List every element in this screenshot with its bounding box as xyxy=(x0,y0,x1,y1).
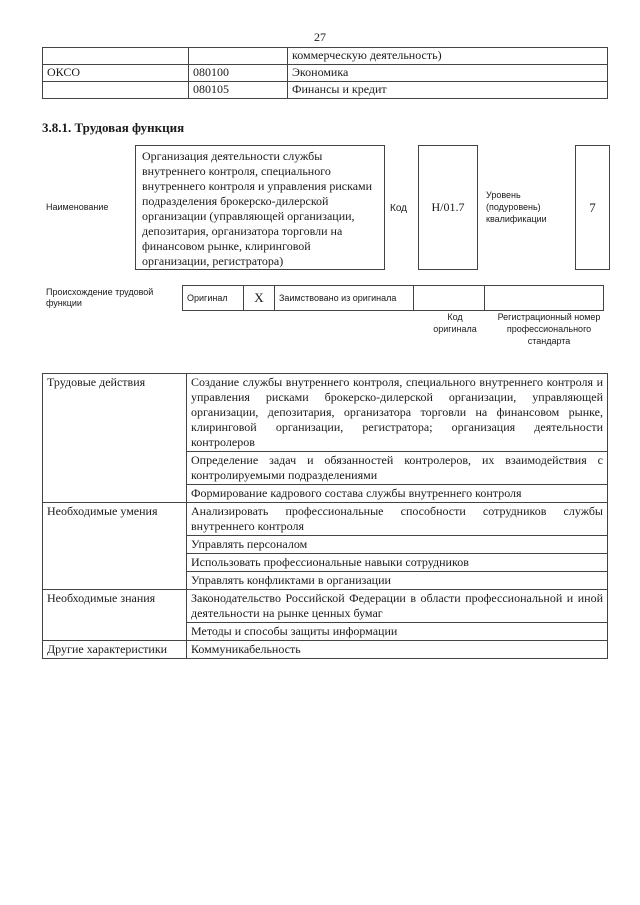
description-cell: Законодательство Российской Федерации в области профессиональной и иной деятельности на рынке ценных бумаг xyxy=(187,590,608,623)
name-label: Наименование xyxy=(46,202,109,212)
table-row xyxy=(43,374,608,452)
code-value-box: Н/01.7 xyxy=(418,145,478,270)
borrowed-label: Заимствовано из оригинала xyxy=(275,286,414,311)
description-cell: Методы и способы защиты информации xyxy=(187,623,608,641)
table-row xyxy=(43,641,608,659)
table-row xyxy=(43,503,608,536)
table-row xyxy=(43,590,608,623)
level-value-box: 7 xyxy=(575,145,610,270)
page-number: 27 xyxy=(314,30,326,44)
okso-cell-name: Экономика xyxy=(288,65,608,82)
description-cell: Определение задач и обязанностей контролеров, их взаимодействия с контролируемыми подразделениями xyxy=(187,452,608,485)
table-row xyxy=(183,286,604,311)
table-row xyxy=(43,48,608,65)
original-mark: X xyxy=(244,286,275,311)
reg-number-caption: Регистрационный номер профессионального стандарта xyxy=(497,312,601,346)
description-cell: Управлять персоналом xyxy=(187,536,608,554)
code-label: Код xyxy=(390,203,408,214)
origin-label: Происхождение трудовой функции xyxy=(46,287,154,308)
level-label: Уровень (подуровень) квалификации xyxy=(486,190,547,224)
category-cell: Другие характеристики xyxy=(43,641,187,659)
okso-cell-code: 080105 xyxy=(189,82,288,99)
okso-cell-code xyxy=(189,48,288,65)
okso-cell-code-label xyxy=(43,48,189,65)
table-row xyxy=(43,82,608,99)
okso-cell-code-label: ОКСО xyxy=(43,65,189,82)
table-row xyxy=(43,65,608,82)
okso-cell-code-label xyxy=(43,82,189,99)
description-cell: Использовать профессиональные навыки сотрудников xyxy=(187,554,608,572)
code-original-caption: Код оригинала xyxy=(433,312,477,334)
description-cell: Коммуникабельность xyxy=(187,641,608,659)
origin-table xyxy=(182,285,604,311)
okso-table xyxy=(42,47,608,99)
description-cell: Управлять конфликтами в организации xyxy=(187,572,608,590)
okso-cell-code: 080100 xyxy=(189,65,288,82)
okso-cell-name: коммерческую деятельность) xyxy=(288,48,608,65)
code-original-cell xyxy=(414,286,485,311)
reg-number-cell xyxy=(485,286,604,311)
description-cell: Формирование кадрового состава службы внутреннего контроля xyxy=(187,485,608,503)
category-cell: Необходимые знания xyxy=(43,590,187,641)
section-title: 3.8.1. Трудовая функция xyxy=(42,120,185,135)
description-cell: Создание службы внутреннего контроля, специального внутреннего контроля и управления рисками брокерско-дилерской организации, управляющей организации, депозитария, организатора торговли на финансовом рынке, клиринговой организации, регистратора; организация деятельности контролеров xyxy=(187,374,608,452)
labor-function-table xyxy=(42,373,608,659)
category-cell: Трудовые действия xyxy=(43,374,187,503)
function-name-box: Организация деятельности службы внутреннего контроля, специального внутреннего контроля и управления рисками подразделения брокерско-дилерской организации (управляющей организации, депозитария, организатора торговли на финансовом рынке, клиринговой организации, регистратора) xyxy=(135,145,385,270)
category-cell: Необходимые умения xyxy=(43,503,187,590)
original-label: Оригинал xyxy=(183,286,244,311)
description-cell: Анализировать профессиональные способности сотрудников службы внутреннего контроля xyxy=(187,503,608,536)
okso-cell-name: Финансы и кредит xyxy=(288,82,608,99)
